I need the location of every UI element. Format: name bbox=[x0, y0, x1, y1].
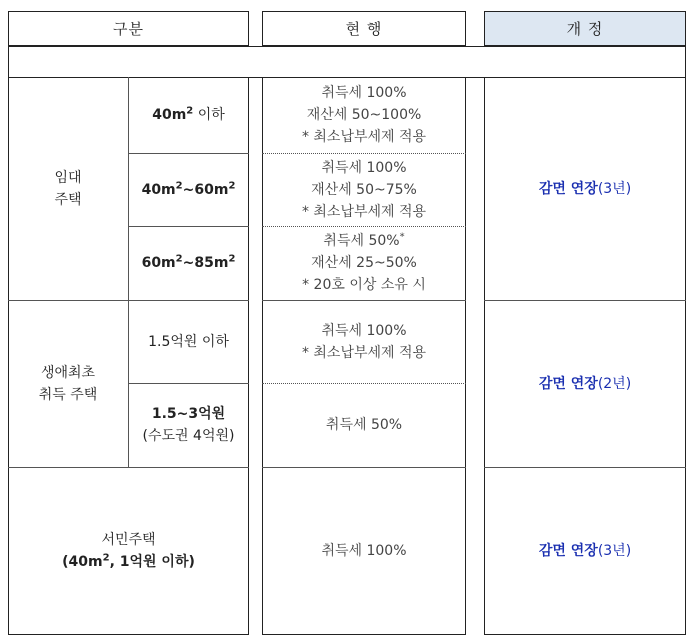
header-category bbox=[8, 11, 249, 46]
subrow-f2-label bbox=[128, 383, 249, 467]
current-f2: 취득세 50% bbox=[325, 417, 403, 433]
header-category-label: 구분 bbox=[113, 20, 144, 38]
group-low-income-label bbox=[8, 467, 249, 635]
group-low-income-line1: 서민주택 bbox=[101, 532, 156, 548]
header-revised-label: 개 정 bbox=[566, 20, 604, 38]
spacer-row bbox=[8, 46, 686, 78]
current-low-income: 취득세 100% bbox=[321, 543, 407, 559]
current-r2: 취득세 100% 재산세 50~75% * 최소납부세제 적용 bbox=[301, 159, 427, 220]
subrow-f2-line1: 1.5~3억원 bbox=[151, 406, 226, 422]
subrow-r3-label: $60m^2\sim 85m^2$ bbox=[141, 253, 236, 271]
subrow-f1-label: 1.5억원 이하 bbox=[148, 333, 229, 350]
revised-rental: 감면 연장(3년) bbox=[538, 180, 632, 197]
group-low-income-line2: ($40m^2$, 1억원 이하) bbox=[62, 552, 195, 570]
subrow-r2-label: $40m^2\sim 60m^2$ bbox=[141, 179, 236, 198]
revised-first-home: 감면 연장(2년) bbox=[538, 375, 632, 392]
group-rental-line2: 주택 bbox=[54, 191, 82, 208]
header-current bbox=[262, 11, 466, 46]
group-first-home-line2: 취득 주택 bbox=[38, 386, 98, 403]
subrow-r1-label: $40m^2$ 이하 bbox=[152, 105, 225, 123]
header-current-label: 현 행 bbox=[345, 20, 383, 38]
current-r1: 취득세 100% 재산세 50~100% * 최소납부세제 적용 bbox=[301, 85, 427, 145]
header-revised bbox=[484, 11, 686, 46]
subrow-f2-line2: (수도권 4억원) bbox=[142, 428, 235, 444]
current-f1: 취득세 100% * 최소납부세제 적용 bbox=[301, 322, 427, 361]
current-r3: 취득세 50%* 재산세 25~50% * 20호 이상 소유 시 bbox=[302, 231, 426, 293]
group-rental-line1: 임대 bbox=[54, 169, 82, 186]
group-rental-label bbox=[8, 77, 128, 300]
group-first-home-line1: 생애최초 bbox=[40, 364, 96, 381]
revised-low-income: 감면 연장(3년) bbox=[538, 543, 632, 559]
group-first-home-label bbox=[8, 300, 128, 467]
